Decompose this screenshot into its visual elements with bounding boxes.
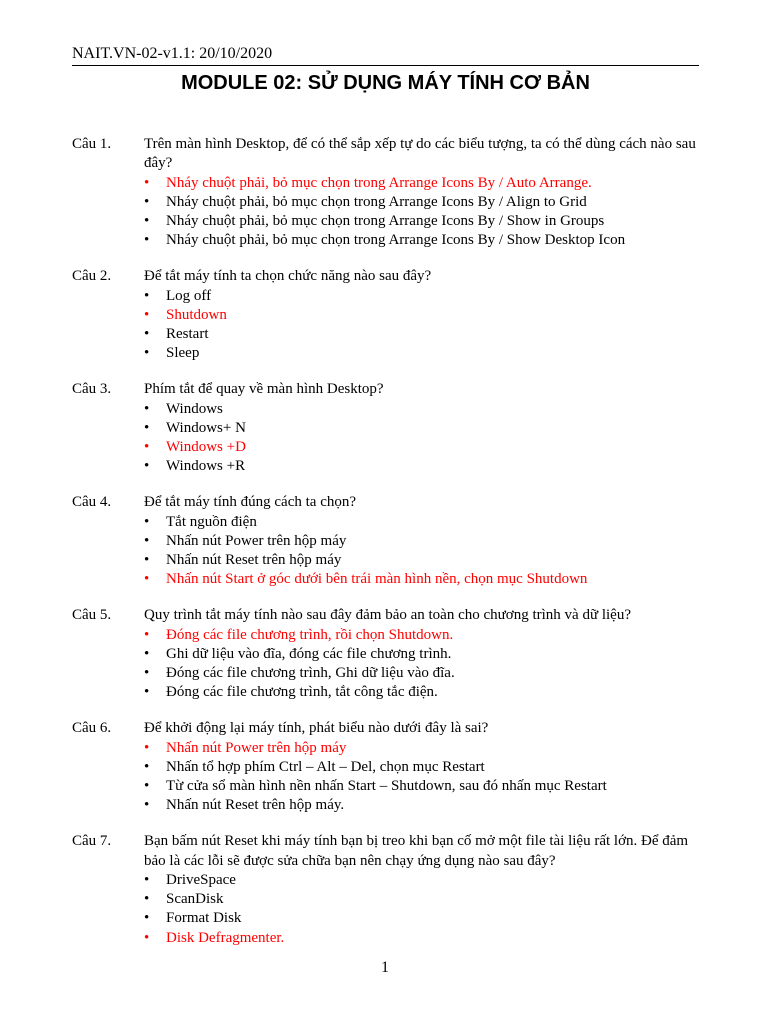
answer-options	[144, 174, 712, 251]
answer-option	[144, 871, 712, 890]
bullet-icon: •	[144, 645, 150, 662]
answer-option	[144, 683, 712, 702]
bullet-icon: •	[144, 400, 150, 417]
question-4	[72, 493, 712, 589]
answer-option	[144, 193, 712, 212]
question-body	[144, 832, 712, 948]
question-7	[72, 832, 712, 948]
question-body	[144, 135, 712, 251]
bullet-icon: •	[144, 513, 150, 530]
answer-option-text: Shutdown	[166, 306, 227, 323]
header-divider	[72, 65, 699, 66]
question-3	[72, 380, 712, 476]
question-text: Để khởi động lại máy tính, phát biểu nào dưới đây là sai?	[144, 720, 489, 737]
answer-option-text: Tắt nguồn điện	[166, 513, 257, 530]
question-number: Câu 3.	[72, 381, 112, 398]
answer-option	[144, 532, 712, 551]
answer-option	[144, 909, 712, 928]
answer-option-text: Nhấn nút Power trên hộp máy	[166, 739, 347, 756]
bullet-icon: •	[144, 345, 150, 362]
answer-option-text: Nhấn nút Power trên hộp máy	[166, 532, 347, 549]
page-number: 1	[381, 959, 389, 976]
bullet-icon: •	[144, 213, 150, 230]
answer-option-text: Nhấn tổ hợp phím Ctrl – Alt – Del, chọn mục Restart	[166, 758, 485, 775]
answer-option-text: Đóng các file chương trình, Ghi dữ liệu vào đĩa.	[166, 665, 455, 682]
question-body	[144, 493, 712, 589]
answer-option	[144, 890, 712, 909]
document-header: NAIT.VN-02-v1.1: 20/10/2020	[72, 45, 273, 62]
question-text: Để tắt máy tính ta chọn chức năng nào sau đây?	[144, 268, 432, 285]
bullet-icon: •	[144, 665, 150, 682]
answer-option	[144, 344, 712, 363]
answer-option-text: Windows+ N	[166, 419, 246, 436]
answer-option	[144, 664, 712, 683]
bullet-icon: •	[144, 571, 150, 588]
answer-option-text: Format Disk	[166, 910, 242, 927]
question-body	[144, 606, 712, 702]
answer-options	[144, 513, 712, 590]
question-5	[72, 606, 712, 702]
answer-option-text: Restart	[166, 326, 209, 343]
question-number: Câu 7.	[72, 833, 112, 850]
bullet-icon: •	[144, 306, 150, 323]
answer-option	[144, 758, 712, 777]
answer-option	[144, 513, 712, 532]
question-text: Để tắt máy tính đúng cách ta chọn?	[144, 494, 357, 511]
answer-option-text: Đóng các file chương trình, rồi chọn Shutdown.	[166, 626, 454, 643]
answer-option	[144, 287, 712, 306]
question-number: Câu 4.	[72, 494, 112, 511]
answer-option	[144, 777, 712, 796]
answer-option-correct	[144, 929, 712, 948]
bullet-icon: •	[144, 758, 150, 775]
answer-option-text: Nháy chuột phải, bỏ mục chọn trong Arrange Icons By / Show in Groups	[166, 213, 605, 230]
answer-option-text: Nháy chuột phải, bỏ mục chọn trong Arrange Icons By / Show Desktop Icon	[166, 232, 626, 249]
bullet-icon: •	[144, 232, 150, 249]
question-number: Câu 1.	[72, 136, 112, 152]
answer-option-text: Sleep	[166, 345, 200, 362]
bullet-icon: •	[144, 910, 150, 927]
answer-option	[144, 231, 712, 250]
bullet-icon: •	[144, 891, 150, 908]
answer-options	[144, 400, 712, 477]
answer-option-text: Windows +D	[166, 439, 246, 456]
answer-option-text: Windows +R	[166, 458, 246, 475]
bullet-icon: •	[144, 778, 150, 795]
answer-option-text: Disk Defragmenter.	[166, 929, 285, 946]
answer-option-text: Đóng các file chương trình, tắt công tắc điện.	[166, 684, 438, 701]
question-number: Câu 6.	[72, 720, 112, 737]
answer-option	[144, 457, 712, 476]
question-body	[144, 719, 712, 815]
question-text: Bạn bấm nút Reset khi máy tính bạn bị treo khi bạn cố mở một file tài liệu rất lớn. Để đảm bảo là các lỗi sẽ được sửa chữa bạn nên chạy ứng dụng nào sau đây?	[144, 833, 689, 869]
answer-option-text: Nháy chuột phải, bỏ mục chọn trong Arrange Icons By / Align to Grid	[166, 193, 587, 210]
question-body	[144, 267, 712, 363]
bullet-icon: •	[144, 739, 150, 756]
answer-option-correct	[144, 570, 712, 589]
bullet-icon: •	[144, 797, 150, 814]
question-6	[72, 719, 712, 815]
bullet-icon: •	[144, 458, 150, 475]
question-number: Câu 2.	[72, 268, 112, 285]
bullet-icon: •	[144, 684, 150, 701]
answer-options	[144, 626, 712, 703]
bullet-icon: •	[144, 929, 150, 946]
answer-option-correct	[144, 438, 712, 457]
bullet-icon: •	[144, 552, 150, 569]
answer-option-text: Nháy chuột phải, bỏ mục chọn trong Arrange Icons By / Auto Arrange.	[166, 174, 592, 191]
bullet-icon: •	[144, 532, 150, 549]
answer-option-correct	[144, 306, 712, 325]
bullet-icon: •	[144, 419, 150, 436]
question-text: Phím tắt để quay về màn hình Desktop?	[144, 381, 384, 398]
bullet-icon: •	[144, 193, 150, 210]
bullet-icon: •	[144, 871, 150, 888]
answer-option-text: Nhấn nút Reset trên hộp máy	[166, 552, 342, 569]
bullet-icon: •	[144, 326, 150, 343]
answer-option-text: DriveSpace	[166, 871, 236, 888]
answer-option	[144, 212, 712, 231]
answer-option	[144, 419, 712, 438]
answer-option	[144, 400, 712, 419]
answer-options	[144, 739, 712, 816]
question-text: Trên màn hình Desktop, để có thể sắp xếp tự do các biểu tượng, ta có thể dùng cách nào sau đây?	[144, 136, 696, 172]
bullet-icon: •	[144, 626, 150, 643]
answer-option-text: Windows	[166, 400, 223, 417]
answer-options	[144, 871, 712, 948]
bullet-icon: •	[144, 287, 150, 304]
question-text: Quy trình tắt máy tính nào sau đây đảm bảo an toàn cho chương trình và dữ liệu?	[144, 607, 631, 624]
answer-option-text: Log off	[166, 287, 212, 304]
bullet-icon: •	[144, 439, 150, 456]
question-number: Câu 5.	[72, 607, 112, 624]
question-2	[72, 267, 712, 363]
answer-option	[144, 796, 712, 815]
answer-option-text: Từ cửa sổ màn hình nền nhấn Start – Shutdown, sau đó nhấn mục Restart	[166, 778, 607, 795]
answer-option-text: Nhấn nút Reset trên hộp máy.	[166, 797, 345, 814]
answer-option-text: ScanDisk	[166, 891, 224, 908]
question-body	[144, 380, 712, 476]
question-1	[72, 135, 712, 251]
answer-option	[144, 325, 712, 344]
bullet-icon: •	[144, 174, 150, 191]
page-title: MODULE 02: SỬ DỤNG MÁY TÍNH CƠ BẢN	[181, 72, 590, 94]
answer-option	[144, 645, 712, 664]
answer-option-text: Nhấn nút Start ở góc dưới bên trái màn hình nền, chọn mục Shutdown	[166, 571, 588, 588]
answer-options	[144, 287, 712, 364]
question-list	[72, 135, 712, 964]
answer-option-correct	[144, 739, 712, 758]
answer-option	[144, 551, 712, 570]
answer-option-correct	[144, 174, 712, 193]
answer-option-text: Ghi dữ liệu vào đĩa, đóng các file chương trình.	[166, 645, 452, 662]
answer-option-correct	[144, 626, 712, 645]
